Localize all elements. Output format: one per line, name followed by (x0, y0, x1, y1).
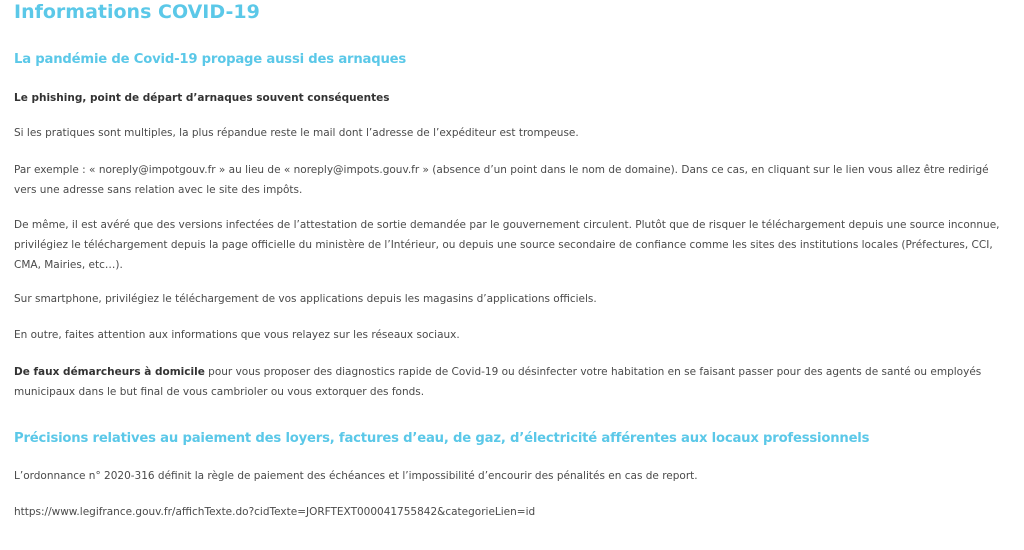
paragraph-example: Par exemple : « noreply@impotgouv.fr » au lieu de « noreply@impots.gouv.fr » (absence d’un point dans le nom de domaine). Dans ce cas, en cliquant sur le lien vous allez être redirigé vers une adresse sans relation avec le site des impôts. (14, 164, 989, 196)
phishing-subtitle: Le phishing, point de départ d’arnaques souvent conséquentes (14, 92, 390, 104)
paragraph-smartphone: Sur smartphone, privilégiez le téléchargement de vos applications depuis les magasins d’applications officiels. (14, 293, 597, 305)
section-heading-scams: La pandémie de Covid-19 propage aussi des arnaques (14, 52, 407, 67)
paragraph-door-to-door (14, 362, 1004, 402)
door-to-door-text: pour vous proposer des diagnostics rapide de Covid-19 ou désinfecter votre habitation en se faisant passer pour des agents de santé ou employés municipaux dans le but final de vous cambrioler ou vous extorquer des fonds. (14, 366, 982, 398)
paragraph-social-networks: En outre, faites attention aux informations que vous relayez sur les réseaux sociaux. (14, 329, 460, 341)
paragraph-ordonnance: L’ordonnance n° 2020-316 définit la règle de paiement des échéances et l’impossibilité d’encourir des pénalités en cas de report. (14, 470, 698, 482)
page-title: Informations COVID-19 (14, 1, 260, 23)
legifrance-url[interactable]: https://www.legifrance.gouv.fr/affichTexte.do?cidTexte=JORFTEXT000041755842&categorieLien=id (14, 506, 536, 518)
paragraph-attestation: De même, il est avéré que des versions infectées de l’attestation de sortie demandée par le gouvernement circulent. Plutôt que de risquer le téléchargement depuis une source inconnue, privilégiez le téléchargement depuis la page officielle du ministère de l’Intérieur, ou depuis une source secondaire de confiance comme les sites des institutions locales (Préfectures, CCI, CMA, Mairies, etc…). (14, 219, 1000, 271)
door-to-door-bold: De faux démarcheurs à domicile (14, 366, 205, 378)
section-heading-payments: Précisions relatives au paiement des loyers, factures d’eau, de gaz, d’électricité afférentes aux locaux professionnels (14, 431, 870, 446)
paragraph-practices: Si les pratiques sont multiples, la plus répandue reste le mail dont l’adresse de l’expéditeur est trompeuse. (14, 127, 579, 139)
